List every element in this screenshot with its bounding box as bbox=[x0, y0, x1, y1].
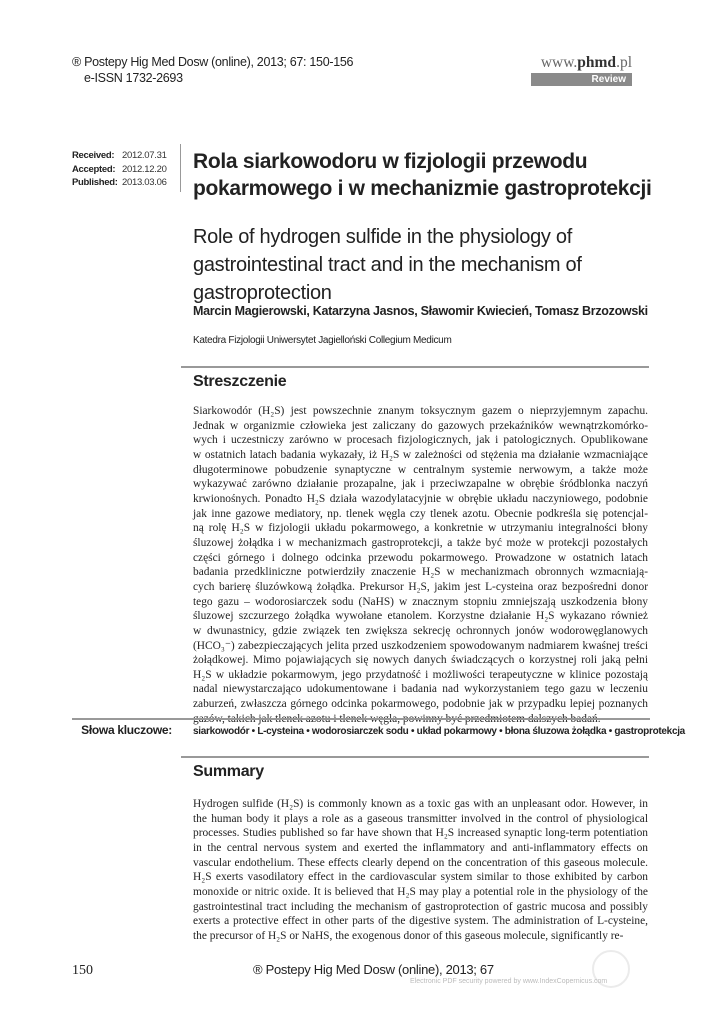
section-rule bbox=[181, 756, 649, 758]
date-label: Received: bbox=[72, 150, 115, 161]
text-line: Siarkowodór (H₂S) jest powszechnie znanym toksycznym gazem o nieprzyjemnym zapachu. bbox=[193, 405, 648, 417]
site-url-suffix: .pl bbox=[616, 54, 632, 71]
article-dates bbox=[72, 149, 167, 190]
journal-header bbox=[72, 54, 353, 86]
text-line: in the central nervous system and exerted the inflammatory and anti-inflammatory effects on bbox=[193, 841, 648, 854]
keywords: siarkowodór • L-cysteina • wodorosiarczek sodu • układ pokarmowy • błona śluzowa żołądka • gastroprotekcja bbox=[193, 726, 685, 737]
journal-issn: e-ISSN 1732-2693 bbox=[84, 71, 183, 85]
text-line: wych i uczestniczy zarówno w procesach fizjologicznych, jak i patologicznych. Opublikowane bbox=[193, 434, 648, 447]
text-line: żołądkowej. Mimo pojawiających się nowych danych świadczących o korzystnej roli jaką pełni bbox=[193, 654, 648, 667]
text-line: krwionośnych. Ponadto H₂S działa wazodylatacyjnie w obrębie układu naczyniowego, podobnie bbox=[193, 492, 648, 505]
date-row bbox=[72, 163, 167, 177]
text-line: nadal niewystarczająco udokumentowane i badania nad wykorzystaniem tego gazu w leczeniu bbox=[193, 683, 648, 696]
text-line: zaburzeń, zwłaszcza górnego odcinka pokarmowego, podobnie jak w przypadku lepiej poznanych bbox=[193, 698, 648, 711]
text-line: jak inne gazowe mediatory, np. tlenek węgla czy tlenek azotu. Obecnie podkreśla się potencjal- bbox=[193, 507, 648, 520]
footer-citation: ® Postepy Hig Med Dosw (online), 2013; 67 bbox=[253, 962, 494, 977]
abstract-english bbox=[193, 797, 648, 944]
text-line: części górnego i dolnego odcinka przewodu pokarmowego. Prowadzone w ostatnich latach bbox=[193, 551, 648, 564]
text-line: the precursor of H₂S or NaHS, the exogenous donor of this gaseous molecule, significantly re- bbox=[193, 929, 624, 942]
divider bbox=[180, 144, 181, 192]
text-line: gastrointestinal tract including the mechanism of gastroprotection of gastric mucosa and possibly bbox=[193, 900, 648, 913]
text-line: Hydrogen sulfide (H₂S) is commonly known as a toxic gas with an unpleasant odor. However, in bbox=[193, 798, 648, 810]
text-line: śluzowej szczurzego żołądka wywołane etanolem. Korzystne działanie H₂S wykazano również bbox=[193, 610, 648, 623]
date-value: 2013.03.06 bbox=[122, 177, 167, 188]
text-line: H₂S exerts vasodilatory effect in the cardiovascular system similar to those exhibited by carbon bbox=[193, 871, 648, 884]
date-value: 2012.12.20 bbox=[122, 163, 167, 175]
text-line: w dwunastnicy, gdzie związek ten zwiększa sekrecję ochronnych jonów wodorowęglanowych bbox=[193, 624, 648, 637]
date-row bbox=[72, 176, 167, 190]
text-line: exerts a protective effect in other parts of the digestive system. The administration of L-cysteine, bbox=[193, 915, 648, 928]
section-title-summary: Summary bbox=[193, 763, 264, 780]
date-value: 2012.07.31 bbox=[122, 150, 167, 161]
authors: Marcin Magierowski, Katarzyna Jasnos, Sławomir Kwiecień, Tomasz Brzozowski bbox=[193, 304, 648, 318]
section-title-streszczenie: Streszczenie bbox=[193, 373, 287, 390]
journal-citation: ® Postepy Hig Med Dosw (online), 2013; 67: 150-156 bbox=[72, 55, 354, 69]
text-line: the human body it plays a role as a gaseous transmitter involved in the control of physiological bbox=[193, 812, 648, 825]
text-line: cych barierę śluzówkową żołądka. Prekursor H₂S, jakim jest L-cysteina oraz bezpośredni donor bbox=[193, 580, 648, 593]
text-line: vascular endothelium. These effects clearly depend on the concentration of this gaseous molecule. bbox=[193, 856, 648, 869]
watermark: Electronic PDF security powered by www.IndexCopernicus.com bbox=[410, 978, 608, 985]
article-type-badge: Review bbox=[531, 73, 632, 86]
text-line: śluzowej żołądka i w mechanizmach gastroprotekcji, a także być może w protekcji pozostałych bbox=[193, 536, 648, 549]
keywords-label: Słowa kluczowe: bbox=[81, 723, 172, 737]
text-line: długoterminowe pobudzenie synaptyczne w centralnym systemie nerwowym, a także może bbox=[193, 463, 648, 476]
title-english: Role of hydrogen sulfide in the physiology of gastrointestinal tract and in the mechanism of gastroprotection bbox=[193, 226, 582, 304]
text-line: wykazywać zarówno działanie prozapalne, jak i przeciwzapalne w obrębie śródblonka naczyń bbox=[193, 478, 648, 491]
text-line: tego gazu – wodorosiarczek sodu (NaHS) w znacznym stopniu zmniejszają uszkodzenia błony bbox=[193, 595, 648, 608]
text-line: badania przedkliniczne potwierdziły znaczenie H₂S w mechanizmach obronnych wzmacniają- bbox=[193, 566, 648, 579]
text-line: ną rolę H₂S w fizjologii układu pokarmowego, a konkretnie w utrzymaniu integralności błony bbox=[193, 522, 648, 535]
date-row bbox=[72, 149, 167, 163]
date-label: Accepted: bbox=[72, 163, 116, 175]
affiliation: Katedra Fizjologii Uniwersytet Jagielloński Collegium Medicum bbox=[193, 335, 452, 346]
title-polish: Rola siarkowodoru w fizjologii przewodu pokarmowego i w mechanizmie gastroprotekcji bbox=[193, 150, 652, 200]
page-number: 150 bbox=[72, 963, 93, 978]
text-line: (HCO₃⁻) zabezpieczających jelita przed uszkodzeniem spowodowanym nadmiarem kwaśnej treści bbox=[193, 639, 648, 652]
text-line: processes. Studies published so far have shown that H₂S increased synaptic long-term potentiation bbox=[193, 827, 648, 840]
section-rule bbox=[72, 718, 650, 720]
site-url-bold: phmd bbox=[577, 54, 617, 71]
text-line: H₂S w układzie pokarmowym, jego przydatność i możliwości terapeutyczne w klinice pozostają bbox=[193, 668, 648, 681]
site-url-prefix: www. bbox=[540, 54, 578, 71]
text-line: Jednak w organizmie człowieka jest zaliczany do gazowych przekaźników wewnątrzkomórko- bbox=[193, 419, 648, 432]
site-brand bbox=[531, 54, 632, 86]
abstract-polish bbox=[193, 404, 648, 726]
text-line: w ostatnich latach badania wykazały, iż H₂S w zależności od stężenia ma działanie wzmacniające bbox=[193, 448, 648, 461]
section-rule bbox=[181, 366, 649, 368]
text-line: monoxide or nitric oxide. It is believed that H₂S may play a potential role in the physiology of the bbox=[193, 885, 648, 898]
site-url[interactable] bbox=[531, 54, 632, 72]
date-label: Published: bbox=[72, 177, 118, 188]
